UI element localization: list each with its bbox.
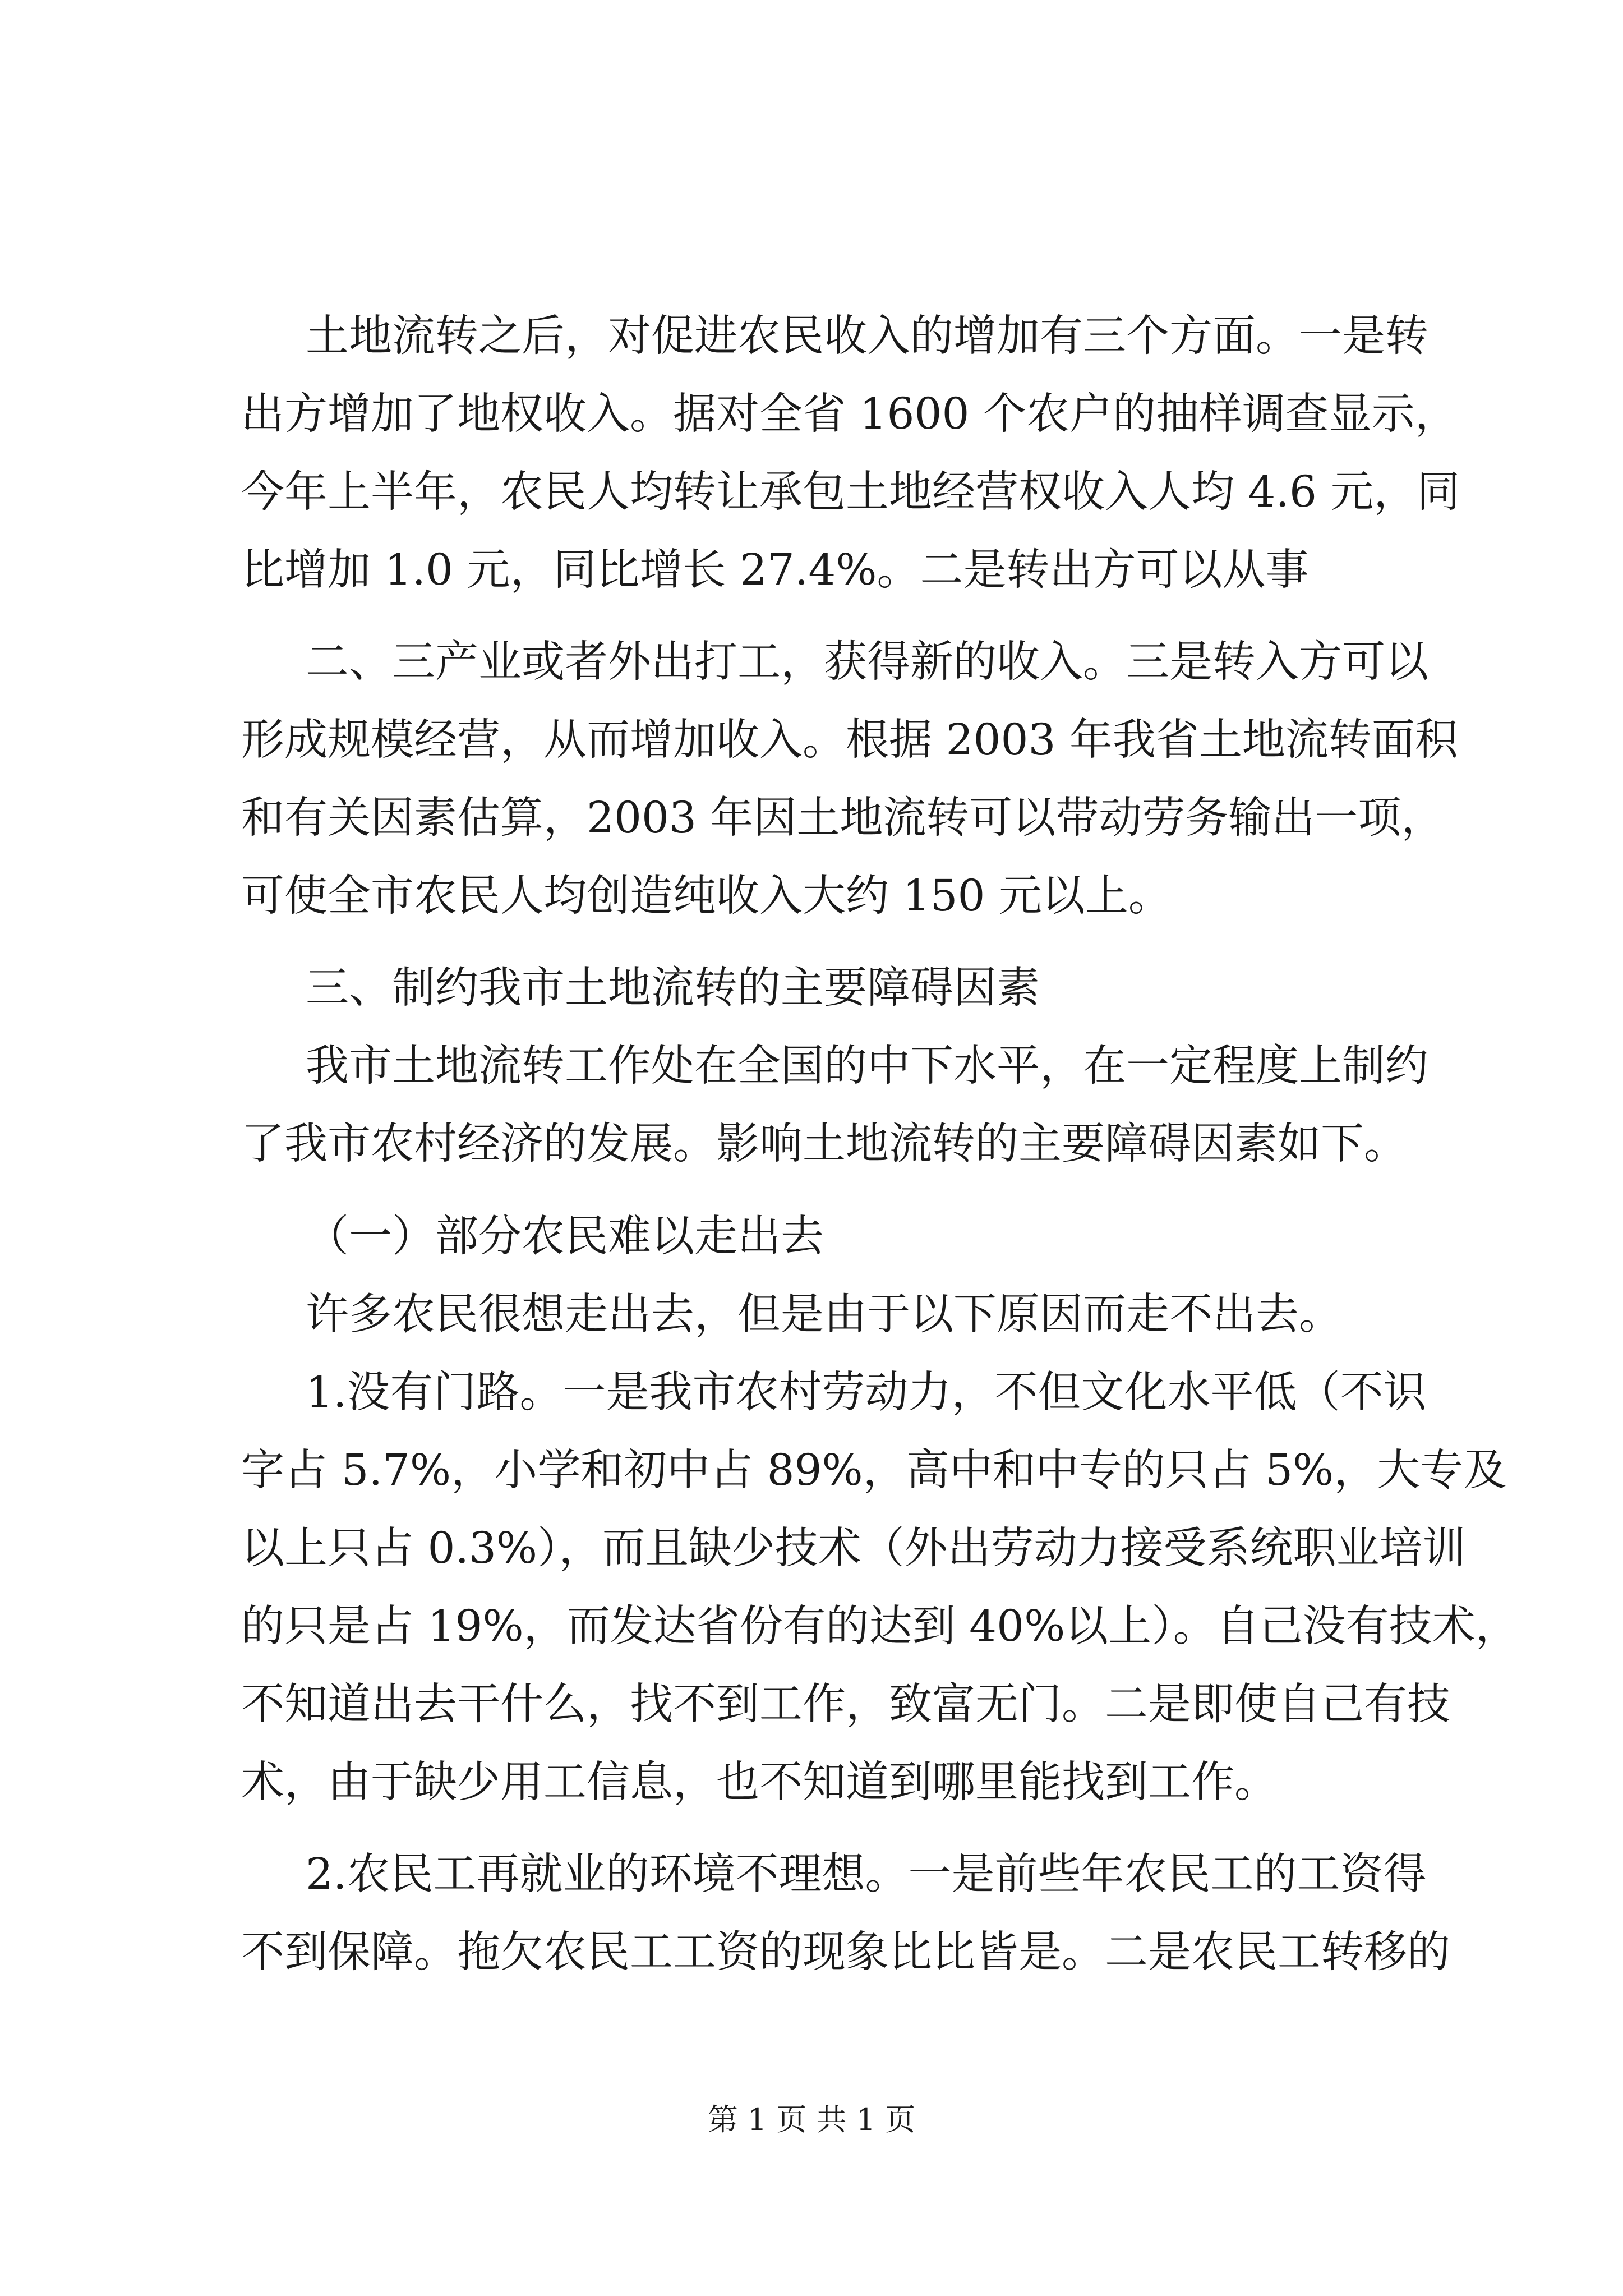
text-line: 1.没有门路。一是我市农村劳动力，不但文化水平低（不识	[306, 1368, 1427, 1418]
text-line: 许多农民很想走出去，但是由于以下原因而走不出去。	[306, 1290, 1342, 1340]
text-line: 土地流转之后，对促进农民收入的增加有三个方面。一是转	[306, 311, 1428, 361]
section-heading: 三、制约我市土地流转的主要障碍因素	[306, 963, 1040, 1013]
text-line: 以上只占 0.3%），而且缺少技术（外出劳动力接受系统职业培训	[241, 1524, 1466, 1573]
text-line: 我市土地流转工作处在全国的中下水平，在一定程度上制约	[306, 1041, 1428, 1091]
text-line: 二、三产业或者外出打工，获得新的收入。三是转入方可以	[306, 637, 1428, 687]
text-line: 今年上半年，农民人均转让承包土地经营权收入人均 4.6 元，同	[241, 467, 1460, 517]
text-line: 的只是占 19%，而发达省份有的达到 40%以上）。自己没有技术，	[241, 1602, 1519, 1651]
text-line: 形成规模经营，从而增加收入。根据 2003 年我省土地流转面积	[241, 715, 1458, 765]
text-line: 2.农民工再就业的环境不理想。一是前些年农民工的工资得	[306, 1849, 1427, 1899]
text-line: 出方增加了地权收入。据对全省 1600 个农户的抽样调查显示，	[241, 389, 1458, 439]
text-line: 了我市农村经济的发展。影响土地流转的主要障碍因素如下。	[241, 1119, 1407, 1169]
text-line: 和有关因素估算，2003 年因土地流转可以带动劳务输出一项，	[241, 793, 1445, 843]
text-line: 比增加 1.0 元，同比增长 27.4%。二是转出方可以从事	[241, 545, 1309, 595]
page-footer: 第 1 页 共 1 页	[707, 2102, 916, 2137]
text-line: 字占 5.7%，小学和初中占 89%，高中和中专的只占 5%，大专及	[241, 1446, 1507, 1496]
subsection-heading: （一）部分农民难以走出去	[306, 1212, 824, 1262]
text-line: 可使全市农民人均创造纯收入大约 150 元以上。	[241, 871, 1172, 921]
text-line: 术，由于缺少用工信息，也不知道到哪里能找到工作。	[241, 1757, 1278, 1807]
text-line: 不到保障。拖欠农民工工资的现象比比皆是。二是农民工转移的	[241, 1927, 1450, 1977]
text-line: 不知道出去干什么，找不到工作，致富无门。二是即使自己有技	[241, 1680, 1450, 1729]
